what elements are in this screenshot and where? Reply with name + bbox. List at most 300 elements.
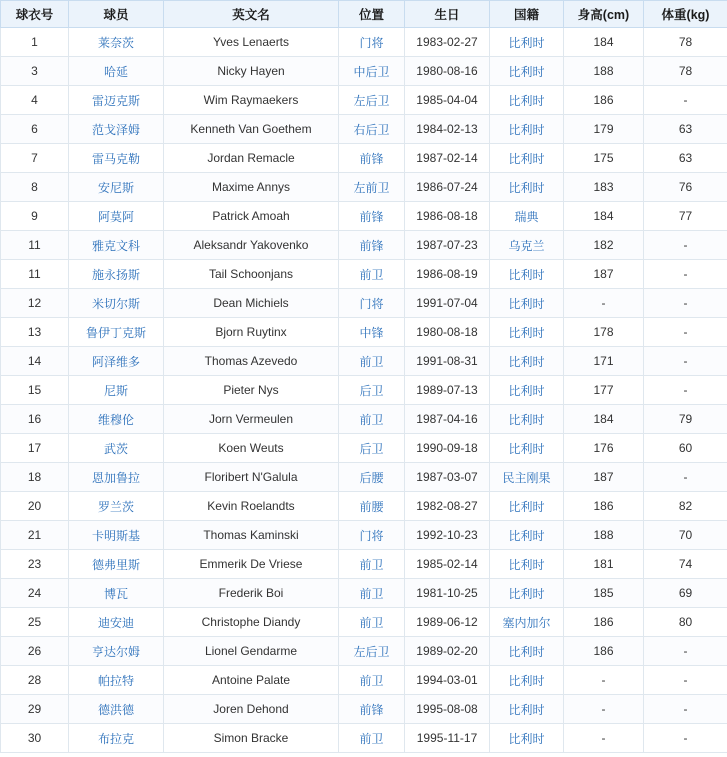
cell-weight: 69 — [644, 579, 727, 608]
cell-weight: - — [644, 289, 727, 318]
cell-position-link[interactable]: 左前卫 — [353, 180, 390, 195]
table-row — [1, 550, 727, 579]
cell-english: Dean Michiels — [164, 289, 339, 318]
cell-english: Kevin Roelandts — [164, 492, 339, 521]
cell-player[interactable] — [69, 463, 164, 492]
cell-weight: 63 — [644, 144, 727, 173]
column-header-position: 位置 — [339, 1, 405, 28]
cell-player-link[interactable]: 卡明斯基 — [91, 528, 140, 543]
cell-number: 11 — [1, 260, 69, 289]
cell-birthday: 1992-10-23 — [405, 521, 490, 550]
cell-nationality-link[interactable]: 比利时 — [508, 441, 545, 456]
cell-number: 17 — [1, 434, 69, 463]
cell-player-link[interactable]: 雷马克勒 — [91, 151, 140, 166]
cell-position[interactable] — [339, 463, 405, 492]
cell-player-link[interactable]: 阿泽维多 — [91, 354, 140, 369]
cell-number: 14 — [1, 347, 69, 376]
cell-position-link[interactable]: 前卫 — [359, 673, 384, 688]
cell-position[interactable] — [339, 231, 405, 260]
cell-player[interactable] — [69, 521, 164, 550]
cell-birthday: 1986-07-24 — [405, 173, 490, 202]
cell-nationality-link[interactable]: 比利时 — [508, 35, 545, 50]
cell-height: 182 — [564, 231, 644, 260]
cell-nationality[interactable] — [490, 347, 564, 376]
cell-birthday: 1994-03-01 — [405, 666, 490, 695]
cell-position-link[interactable]: 后卫 — [359, 383, 384, 398]
cell-number: 8 — [1, 173, 69, 202]
cell-position[interactable] — [339, 521, 405, 550]
cell-number: 24 — [1, 579, 69, 608]
column-header-weight: 体重(kg) — [644, 1, 727, 28]
cell-birthday: 1980-08-16 — [405, 57, 490, 86]
column-header-number: 球衣号 — [1, 1, 69, 28]
cell-height: 171 — [564, 347, 644, 376]
cell-height: 186 — [564, 608, 644, 637]
cell-height: 186 — [564, 86, 644, 115]
cell-position-link[interactable]: 右后卫 — [353, 122, 390, 137]
cell-position[interactable] — [339, 86, 405, 115]
cell-height: 177 — [564, 376, 644, 405]
cell-position-link[interactable]: 左后卫 — [353, 93, 390, 108]
cell-player[interactable] — [69, 695, 164, 724]
cell-english: Christophe Diandy — [164, 608, 339, 637]
cell-nationality[interactable] — [490, 318, 564, 347]
cell-position[interactable] — [339, 579, 405, 608]
cell-player[interactable] — [69, 637, 164, 666]
cell-position-link[interactable]: 前卫 — [359, 615, 384, 630]
cell-nationality[interactable] — [490, 666, 564, 695]
table-body — [1, 28, 727, 753]
cell-position-link[interactable]: 前卫 — [359, 586, 384, 601]
cell-nationality-link[interactable]: 比利时 — [508, 64, 545, 79]
cell-position-link[interactable]: 前卫 — [359, 412, 384, 427]
cell-player[interactable] — [69, 202, 164, 231]
table-row — [1, 260, 727, 289]
cell-position-link[interactable]: 前卫 — [359, 557, 384, 572]
cell-position[interactable] — [339, 550, 405, 579]
cell-position[interactable] — [339, 144, 405, 173]
table-row — [1, 666, 727, 695]
cell-player[interactable] — [69, 347, 164, 376]
cell-nationality[interactable] — [490, 434, 564, 463]
table-row — [1, 608, 727, 637]
cell-weight: - — [644, 318, 727, 347]
cell-weight: 78 — [644, 28, 727, 57]
table-row — [1, 579, 727, 608]
cell-height: 187 — [564, 260, 644, 289]
cell-weight: 78 — [644, 57, 727, 86]
cell-nationality[interactable] — [490, 637, 564, 666]
table-row — [1, 724, 727, 753]
cell-english: Simon Bracke — [164, 724, 339, 753]
cell-number: 7 — [1, 144, 69, 173]
cell-player-link[interactable]: 德弗里斯 — [91, 557, 140, 572]
cell-weight: - — [644, 724, 727, 753]
cell-english: Frederik Boi — [164, 579, 339, 608]
cell-player-link[interactable]: 安尼斯 — [97, 180, 134, 195]
cell-height: 186 — [564, 637, 644, 666]
cell-position-link[interactable]: 门将 — [359, 35, 384, 50]
cell-number: 16 — [1, 405, 69, 434]
cell-weight: - — [644, 231, 727, 260]
cell-position[interactable] — [339, 173, 405, 202]
cell-player-link[interactable]: 施永扬斯 — [91, 267, 140, 282]
cell-nationality-link[interactable]: 比利时 — [508, 586, 545, 601]
cell-position[interactable] — [339, 202, 405, 231]
cell-height: 186 — [564, 492, 644, 521]
cell-height: 188 — [564, 521, 644, 550]
cell-birthday: 1986-08-19 — [405, 260, 490, 289]
cell-player-link[interactable]: 德洪德 — [97, 702, 134, 717]
cell-height: 175 — [564, 144, 644, 173]
cell-player-link[interactable]: 鲁伊丁克斯 — [85, 325, 146, 340]
cell-birthday: 1980-08-18 — [405, 318, 490, 347]
cell-height: - — [564, 695, 644, 724]
cell-player-link[interactable]: 尼斯 — [103, 383, 128, 398]
cell-english: Maxime Annys — [164, 173, 339, 202]
cell-player[interactable] — [69, 144, 164, 173]
table-row — [1, 405, 727, 434]
cell-position[interactable] — [339, 637, 405, 666]
cell-english: Wim Raymaekers — [164, 86, 339, 115]
column-header-english: 英文名 — [164, 1, 339, 28]
cell-player[interactable] — [69, 173, 164, 202]
cell-weight: 70 — [644, 521, 727, 550]
cell-english: Emmerik De Vriese — [164, 550, 339, 579]
cell-nationality[interactable] — [490, 579, 564, 608]
cell-birthday: 1987-03-07 — [405, 463, 490, 492]
cell-birthday: 1989-07-13 — [405, 376, 490, 405]
cell-height: 179 — [564, 115, 644, 144]
cell-english: Jordan Remacle — [164, 144, 339, 173]
cell-player-link[interactable]: 范戈泽姆 — [91, 122, 140, 137]
table-row — [1, 173, 727, 202]
cell-birthday: 1991-07-04 — [405, 289, 490, 318]
cell-player[interactable] — [69, 550, 164, 579]
cell-weight: 60 — [644, 434, 727, 463]
cell-nationality[interactable] — [490, 695, 564, 724]
cell-nationality-link[interactable]: 比利时 — [508, 499, 545, 514]
cell-position[interactable] — [339, 289, 405, 318]
table-row — [1, 115, 727, 144]
column-header-height: 身高(cm) — [564, 1, 644, 28]
cell-birthday: 1984-02-13 — [405, 115, 490, 144]
table-row — [1, 231, 727, 260]
cell-player-link[interactable]: 亨达尔姆 — [91, 644, 140, 659]
cell-nationality[interactable] — [490, 289, 564, 318]
cell-position-link[interactable]: 左后卫 — [353, 644, 390, 659]
cell-weight: - — [644, 695, 727, 724]
cell-nationality-link[interactable]: 比利时 — [508, 528, 545, 543]
cell-height: 176 — [564, 434, 644, 463]
cell-position[interactable] — [339, 57, 405, 86]
table-row — [1, 521, 727, 550]
cell-player-link[interactable]: 博瓦 — [103, 586, 128, 601]
cell-position-link[interactable]: 门将 — [359, 528, 384, 543]
cell-nationality-link[interactable]: 比利时 — [508, 122, 545, 137]
cell-position-link[interactable]: 后腰 — [359, 470, 384, 485]
cell-english: Joren Dehond — [164, 695, 339, 724]
cell-birthday: 1981-10-25 — [405, 579, 490, 608]
cell-height: 183 — [564, 173, 644, 202]
cell-number: 18 — [1, 463, 69, 492]
cell-nationality[interactable] — [490, 86, 564, 115]
cell-nationality[interactable] — [490, 57, 564, 86]
cell-english: Jorn Vermeulen — [164, 405, 339, 434]
cell-nationality[interactable] — [490, 173, 564, 202]
table-row — [1, 637, 727, 666]
cell-player-link[interactable]: 帕拉特 — [97, 673, 134, 688]
cell-nationality-link[interactable]: 比利时 — [508, 325, 545, 340]
cell-player[interactable] — [69, 318, 164, 347]
cell-number: 11 — [1, 231, 69, 260]
column-header-nationality: 国籍 — [490, 1, 564, 28]
cell-number: 28 — [1, 666, 69, 695]
table-row — [1, 57, 727, 86]
cell-number: 25 — [1, 608, 69, 637]
cell-nationality[interactable] — [490, 115, 564, 144]
table-row — [1, 28, 727, 57]
cell-english: Floribert N'Galula — [164, 463, 339, 492]
cell-position[interactable] — [339, 492, 405, 521]
cell-height: - — [564, 666, 644, 695]
cell-english: Pieter Nys — [164, 376, 339, 405]
cell-nationality-link[interactable]: 比利时 — [508, 702, 545, 717]
cell-nationality[interactable] — [490, 28, 564, 57]
table-header — [1, 1, 727, 28]
cell-position-link[interactable]: 中锋 — [359, 325, 384, 340]
cell-nationality-link[interactable]: 民主刚果 — [502, 470, 551, 485]
cell-player-link[interactable]: 恩加鲁拉 — [91, 470, 140, 485]
cell-player[interactable] — [69, 724, 164, 753]
cell-birthday: 1990-09-18 — [405, 434, 490, 463]
cell-position-link[interactable]: 前卫 — [359, 731, 384, 746]
cell-number: 21 — [1, 521, 69, 550]
cell-player[interactable] — [69, 376, 164, 405]
cell-height: 184 — [564, 202, 644, 231]
cell-height: 185 — [564, 579, 644, 608]
cell-position-link[interactable]: 中后卫 — [353, 64, 390, 79]
cell-nationality[interactable] — [490, 463, 564, 492]
cell-player-link[interactable]: 米切尔斯 — [91, 296, 140, 311]
cell-position[interactable] — [339, 434, 405, 463]
table-row — [1, 695, 727, 724]
cell-english: Aleksandr Yakovenko — [164, 231, 339, 260]
cell-height: 181 — [564, 550, 644, 579]
cell-nationality-link[interactable]: 乌克兰 — [508, 238, 545, 253]
cell-english: Koen Weuts — [164, 434, 339, 463]
cell-position[interactable] — [339, 695, 405, 724]
column-header-birthday: 生日 — [405, 1, 490, 28]
cell-position-link[interactable]: 前卫 — [359, 354, 384, 369]
cell-english: Lionel Gendarme — [164, 637, 339, 666]
cell-nationality-link[interactable]: 比利时 — [508, 383, 545, 398]
cell-position-link[interactable]: 前锋 — [359, 151, 384, 166]
cell-player-link[interactable]: 武茨 — [103, 441, 128, 456]
table-row — [1, 318, 727, 347]
table-row — [1, 289, 727, 318]
cell-weight: 76 — [644, 173, 727, 202]
cell-weight: - — [644, 376, 727, 405]
cell-english: Kenneth Van Goethem — [164, 115, 339, 144]
cell-nationality-link[interactable]: 比利时 — [508, 267, 545, 282]
cell-height: 188 — [564, 57, 644, 86]
cell-number: 30 — [1, 724, 69, 753]
cell-position[interactable] — [339, 376, 405, 405]
cell-nationality-link[interactable]: 比利时 — [508, 296, 545, 311]
cell-number: 4 — [1, 86, 69, 115]
cell-player[interactable] — [69, 115, 164, 144]
cell-weight: 74 — [644, 550, 727, 579]
cell-position[interactable] — [339, 318, 405, 347]
cell-position-link[interactable]: 前腰 — [359, 499, 384, 514]
cell-player-link[interactable]: 雷迈克斯 — [91, 93, 140, 108]
cell-english: Tail Schoonjans — [164, 260, 339, 289]
cell-nationality[interactable] — [490, 231, 564, 260]
cell-position-link[interactable]: 前锋 — [359, 702, 384, 717]
cell-weight: - — [644, 666, 727, 695]
cell-nationality-link[interactable]: 比利时 — [508, 557, 545, 572]
cell-nationality-link[interactable]: 比利时 — [508, 644, 545, 659]
cell-player[interactable] — [69, 57, 164, 86]
table-row — [1, 144, 727, 173]
cell-weight: - — [644, 347, 727, 376]
cell-birthday: 1995-11-17 — [405, 724, 490, 753]
cell-height: 184 — [564, 28, 644, 57]
cell-weight: - — [644, 637, 727, 666]
cell-nationality-link[interactable]: 塞内加尔 — [502, 615, 551, 630]
cell-player[interactable] — [69, 579, 164, 608]
cell-nationality[interactable] — [490, 608, 564, 637]
cell-position[interactable] — [339, 347, 405, 376]
cell-player[interactable] — [69, 289, 164, 318]
table-row — [1, 434, 727, 463]
table-row — [1, 347, 727, 376]
cell-nationality[interactable] — [490, 202, 564, 231]
cell-weight: 79 — [644, 405, 727, 434]
cell-player[interactable] — [69, 28, 164, 57]
table-row — [1, 463, 727, 492]
cell-position[interactable] — [339, 405, 405, 434]
cell-nationality-link[interactable]: 比利时 — [508, 354, 545, 369]
cell-height: 184 — [564, 405, 644, 434]
cell-english: Thomas Kaminski — [164, 521, 339, 550]
cell-position[interactable] — [339, 28, 405, 57]
cell-player[interactable] — [69, 231, 164, 260]
cell-player-link[interactable]: 哈延 — [103, 64, 128, 79]
cell-nationality[interactable] — [490, 550, 564, 579]
cell-nationality[interactable] — [490, 144, 564, 173]
cell-number: 23 — [1, 550, 69, 579]
cell-nationality-link[interactable]: 比利时 — [508, 673, 545, 688]
cell-weight: - — [644, 86, 727, 115]
table-header-row — [1, 1, 727, 28]
cell-player[interactable] — [69, 434, 164, 463]
cell-player[interactable] — [69, 492, 164, 521]
cell-number: 6 — [1, 115, 69, 144]
cell-player[interactable] — [69, 260, 164, 289]
cell-birthday: 1989-06-12 — [405, 608, 490, 637]
cell-nationality-link[interactable]: 比利时 — [508, 93, 545, 108]
cell-birthday: 1991-08-31 — [405, 347, 490, 376]
cell-number: 20 — [1, 492, 69, 521]
cell-height: 178 — [564, 318, 644, 347]
cell-weight: 82 — [644, 492, 727, 521]
cell-player-link[interactable]: 布拉克 — [97, 731, 134, 746]
cell-nationality[interactable] — [490, 521, 564, 550]
cell-english: Yves Lenaerts — [164, 28, 339, 57]
cell-position-link[interactable]: 门将 — [359, 296, 384, 311]
cell-number: 3 — [1, 57, 69, 86]
cell-english: Patrick Amoah — [164, 202, 339, 231]
cell-weight: 63 — [644, 115, 727, 144]
cell-player-link[interactable]: 维穆伦 — [97, 412, 134, 427]
cell-birthday: 1982-08-27 — [405, 492, 490, 521]
column-header-player: 球员 — [69, 1, 164, 28]
cell-nationality-link[interactable]: 比利时 — [508, 180, 545, 195]
cell-nationality[interactable] — [490, 260, 564, 289]
cell-weight: - — [644, 260, 727, 289]
cell-nationality[interactable] — [490, 724, 564, 753]
cell-birthday: 1989-02-20 — [405, 637, 490, 666]
cell-player-link[interactable]: 迪安迪 — [97, 615, 134, 630]
cell-position-link[interactable]: 前锋 — [359, 209, 384, 224]
cell-player[interactable] — [69, 608, 164, 637]
cell-nationality[interactable] — [490, 376, 564, 405]
cell-player[interactable] — [69, 405, 164, 434]
cell-height: - — [564, 289, 644, 318]
cell-player-link[interactable]: 罗兰茨 — [97, 499, 134, 514]
cell-nationality-link[interactable]: 比利时 — [508, 731, 545, 746]
cell-position-link[interactable]: 后卫 — [359, 441, 384, 456]
cell-nationality-link[interactable]: 瑞典 — [514, 209, 539, 224]
cell-player[interactable] — [69, 86, 164, 115]
cell-birthday: 1987-04-16 — [405, 405, 490, 434]
cell-birthday: 1986-08-18 — [405, 202, 490, 231]
cell-english: Antoine Palate — [164, 666, 339, 695]
cell-birthday: 1987-07-23 — [405, 231, 490, 260]
cell-position[interactable] — [339, 115, 405, 144]
cell-number: 29 — [1, 695, 69, 724]
cell-position[interactable] — [339, 666, 405, 695]
cell-nationality-link[interactable]: 比利时 — [508, 412, 545, 427]
cell-birthday: 1985-04-04 — [405, 86, 490, 115]
cell-position[interactable] — [339, 724, 405, 753]
cell-number: 13 — [1, 318, 69, 347]
cell-player-link[interactable]: 阿莫阿 — [97, 209, 134, 224]
cell-birthday: 1983-02-27 — [405, 28, 490, 57]
cell-position[interactable] — [339, 608, 405, 637]
cell-player-link[interactable]: 雅克文科 — [91, 238, 140, 253]
cell-player[interactable] — [69, 666, 164, 695]
cell-nationality[interactable] — [490, 492, 564, 521]
cell-nationality-link[interactable]: 比利时 — [508, 151, 545, 166]
table-row — [1, 492, 727, 521]
cell-player-link[interactable]: 莱奈茨 — [97, 35, 134, 50]
cell-nationality[interactable] — [490, 405, 564, 434]
cell-position-link[interactable]: 前卫 — [359, 267, 384, 282]
cell-height: 187 — [564, 463, 644, 492]
cell-position[interactable] — [339, 260, 405, 289]
table-row — [1, 376, 727, 405]
cell-height: - — [564, 724, 644, 753]
cell-birthday: 1987-02-14 — [405, 144, 490, 173]
cell-english: Bjorn Ruytinx — [164, 318, 339, 347]
cell-birthday: 1985-02-14 — [405, 550, 490, 579]
cell-position-link[interactable]: 前锋 — [359, 238, 384, 253]
cell-weight: 77 — [644, 202, 727, 231]
cell-number: 12 — [1, 289, 69, 318]
